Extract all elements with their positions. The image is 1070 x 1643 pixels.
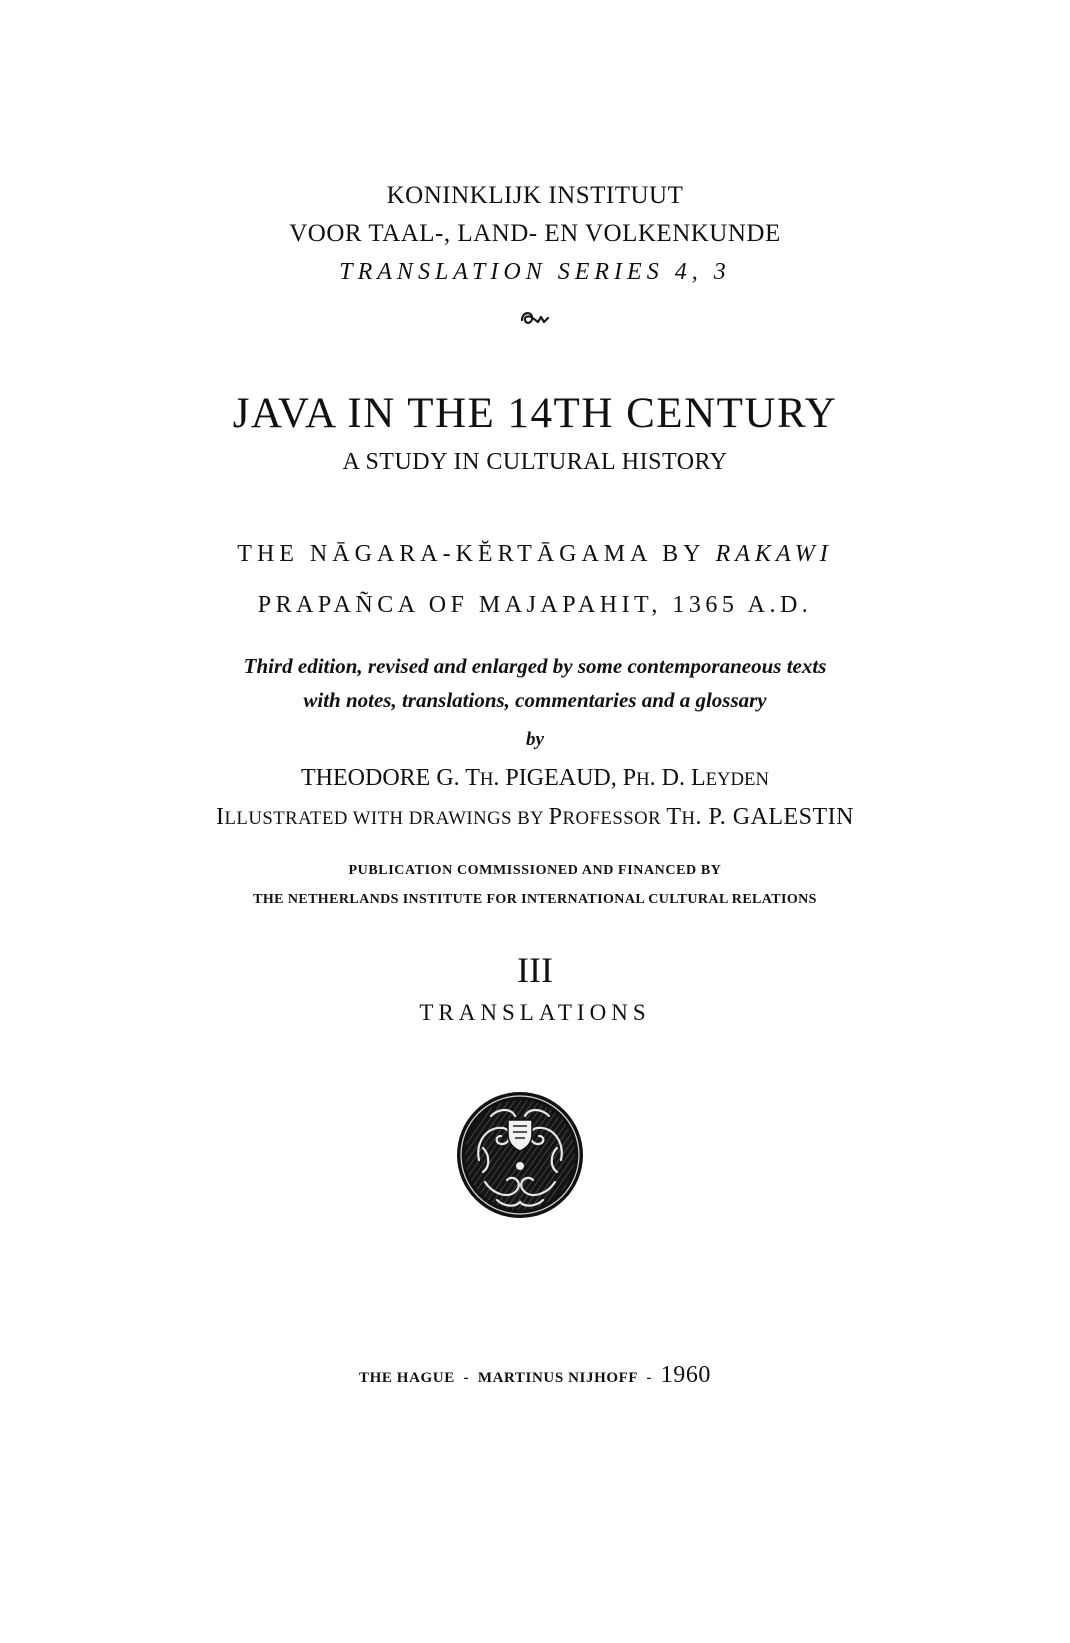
work-title: THE NĀGARA-KĔRTĀGAMA BY <box>237 541 705 567</box>
illustrator-part: ROFESSOR <box>562 808 667 829</box>
institute-subtitle: VOOR TAAL-, LAND- EN VOLKENKUNDE <box>289 220 781 247</box>
imprint-place: THE HAGUE <box>358 1370 455 1386</box>
imprint-publisher: MARTINUS NIJHOFF <box>477 1370 638 1386</box>
publication-line-1: PUBLICATION COMMISSIONED AND FINANCED BY <box>348 863 722 878</box>
author-part: H <box>479 769 494 790</box>
institute-name: KONINKLIJK INSTITUUT <box>386 182 684 209</box>
author-part: THEODORE G. T <box>301 765 480 791</box>
author-part: H <box>636 769 650 790</box>
author-name <box>0 766 1070 790</box>
work-author: RAKAWI <box>715 541 833 567</box>
book-title: JAVA IN THE 14TH CENTURY <box>232 390 838 437</box>
series-label: TRANSLATION SERIES 4, 3 <box>339 259 731 285</box>
illustrator-part: P <box>548 804 563 830</box>
author-part: . PIGEAUD, P <box>493 765 637 791</box>
work-line-2: PRAPAÑCA OF MAJAPAHIT, 1365 A.D. <box>257 592 813 618</box>
ornament-icon <box>519 308 551 328</box>
edition-by: by <box>526 729 544 750</box>
work-line-1 <box>0 542 1070 566</box>
illustrator-line <box>0 805 1070 829</box>
edition-line-2: with notes, translations, commentaries and a glossary <box>303 688 767 712</box>
illustrator-part: . P. GALESTIN <box>695 804 855 830</box>
publication-line-2: THE NETHERLANDS INSTITUTE FOR INTERNATIONAL CULTURAL RELATIONS <box>253 892 817 907</box>
edition-line-1: Third edition, revised and enlarged by some contemporaneous texts <box>243 654 827 678</box>
imprint-separator: - <box>459 1370 474 1386</box>
volume-number: III <box>517 950 553 990</box>
illustrator-part: LLUSTRATED WITH DRAWINGS BY <box>224 808 549 829</box>
illustrator-part: I <box>215 804 225 830</box>
illustrator-part: H <box>681 808 696 829</box>
book-subtitle: A STUDY IN CULTURAL HISTORY <box>342 449 728 475</box>
imprint <box>0 1363 1070 1387</box>
illustrator-part: T <box>666 804 682 830</box>
imprint-year: 1960 <box>660 1362 712 1388</box>
publisher-emblem-icon <box>455 1090 585 1220</box>
imprint-separator: - <box>641 1370 657 1386</box>
author-part: EYDEN <box>705 769 769 790</box>
author-part: . D. L <box>649 765 706 791</box>
volume-label: TRANSLATIONS <box>419 1000 651 1025</box>
